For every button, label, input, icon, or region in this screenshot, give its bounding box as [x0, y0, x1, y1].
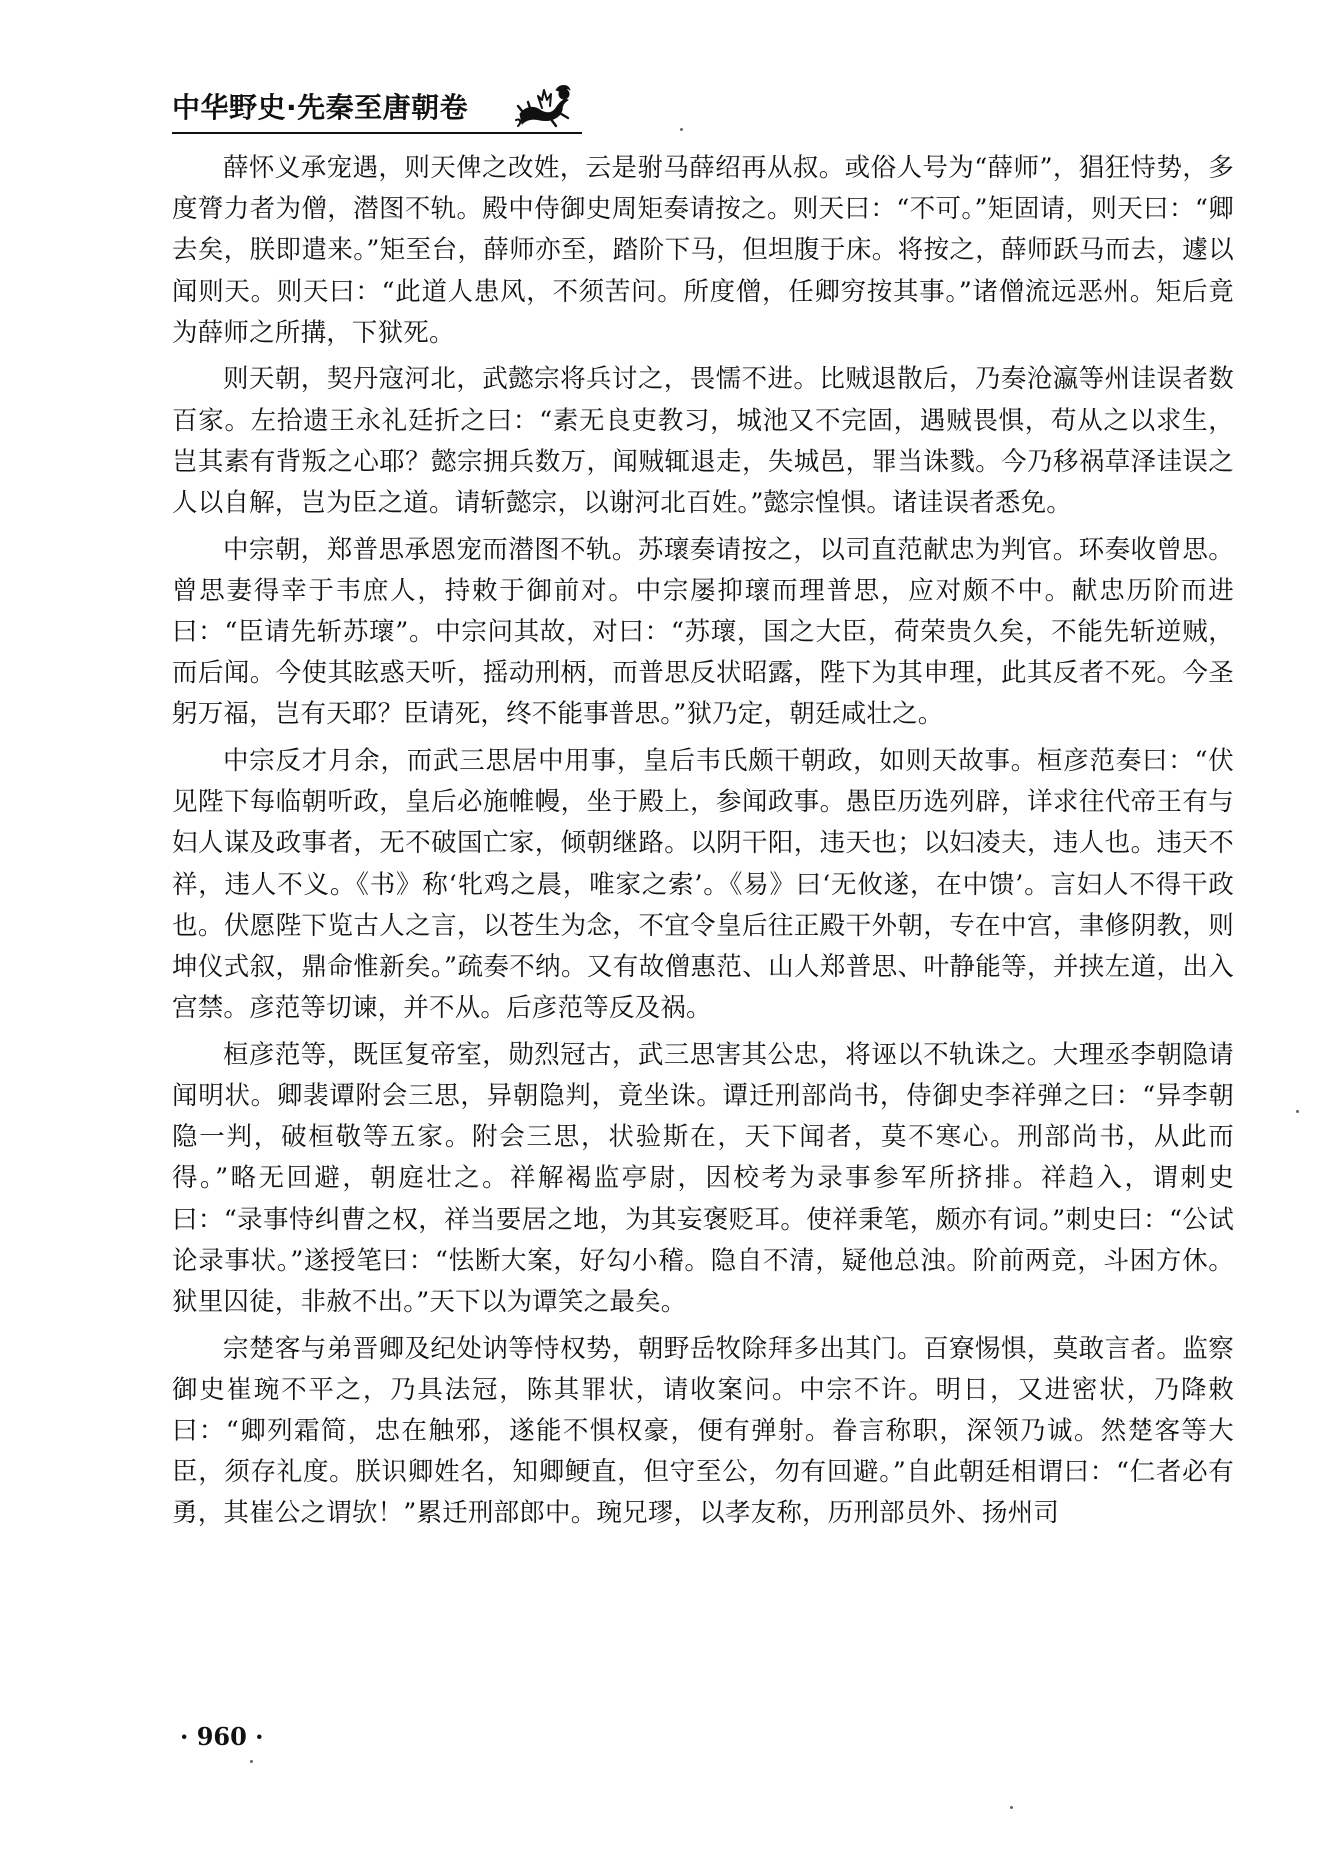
running-title: 中华野史·先秦至唐朝卷 — [172, 91, 469, 124]
header-rule — [172, 132, 582, 134]
paragraph: 桓彦范等，既匡复帝室，勋烈冠古，武三思害其公忠，将诬以不轨诛之。大理丞李朝隐请闻明状。卿裴谭附会三思，异朝隐判，竟坐诛。谭迁刑部尚书，侍御史李祥弹之曰：“异李朝隐一判，破桓敬等五家。附会三思，状验斯在，天下闻者，莫不寒心。刑部尚书，从此而得。”略无回避，朝庭壮之。祥解褐监亭尉，因校考为录事参军所挤排。祥趋入，谓刺史曰：“录事恃纠曹之权，祥当要居之地，为其妄褒贬耳。使祥秉笔，颇亦有词。”刺史曰：“公试论录事状。”遂授笔曰：“怯断大案，好勾小稽。隐自不清，疑他总浊。阶前两竞，斗困方休。狱里囚徒，非赦不出。”天下以为谭笑之最矣。 — [172, 1039, 1234, 1318]
paragraph: 宗楚客与弟晋卿及纪处讷等恃权势，朝野岳牧除拜多出其门。百寮惕惧，莫敢言者。监察御史崔琬不平之，乃具法冠，陈其罪状，请收案问。中宗不许。明日，又进密状，乃降敕曰：“卿列霜简，忠在触邪，遂能不惧权豪，便有弹射。眷言称职，深领乃诚。然楚客等大臣，须存礼度。朕识卿姓名，知卿鲠直，但守至公，勿有回避。”自此朝廷相谓曰：“仁者必有勇，其崔公之谓欤！”累迁刑部郎中。琬兄璆，以孝友称，历刑部员外、扬州司 — [172, 1333, 1234, 1529]
body-text — [172, 148, 1234, 1540]
paragraph: 中宗反才月余，而武三思居中用事，皇后韦氏颇干朝政，如则天故事。桓彦范奏曰：“伏见陛下每临朝听政，皇后必施帷幔，坐于殿上，参闻政事。愚臣历选列辟，详求往代帝王有与妇人谋及政事者，无不破国亡家，倾朝继路。以阴干阳，违天也；以妇凌夫，违人也。违天不祥，违人不义。《书》称‘牝鸡之晨，唯家之索’。《易》曰‘无攸遂，在中馈’。言妇人不得干政也。伏愿陛下览古人之言，以苍生为念，不宜令皇后往正殿干外朝，专在中宫，聿修阴教，则坤仪式叙，鼎命惟新矣。”疏奏不纳。又有故僧惠范、山人郑普思、叶静能等，并挟左道，出入宫禁。彦范等切谏，并不从。后彦范等反及祸。 — [172, 746, 1234, 1024]
paragraph: 中宗朝，郑普思承恩宠而潜图不轨。苏瓌奏请按之，以司直范献忠为判官。环奏收曾思。曾思妻得幸于韦庶人，持敕于御前对。中宗屡抑瓌而理普思，应对颇不中。献忠历阶而进曰：“臣请先斩苏瓌”。中宗问其故，对曰：“苏瓌，国之大臣，荷荣贵久矣，不能先斩逆贼，而后闻。今使其眩惑天听，摇动刑柄，而普思反状昭露，陛下为其申理，此其反者不死。今圣躬万福，岂有天耶？臣请死，终不能事普思。”狱乃定，朝廷咸壮之。 — [172, 534, 1234, 730]
scan-speck — [250, 1760, 253, 1763]
paragraph: 则天朝，契丹寇河北，武懿宗将兵讨之，畏懦不进。比贼退散后，乃奏沧瀛等州诖误者数百家。左拾遗王永礼廷折之曰：“素无良吏教习，城池又不完固，遇贼畏惧，苟从之以求生，岂其素有背叛之心耶？懿宗拥兵数万，闻贼辄退走，失城邑，罪当诛戮。今乃移祸草泽诖误之人以自解，岂为臣之道。请斩懿宗，以谢河北百姓。”懿宗惶惧。诸诖误者悉免。 — [172, 364, 1234, 519]
dragon-icon — [512, 76, 574, 130]
scan-speck — [680, 128, 683, 131]
paragraph: 薛怀义承宠遇，则天俾之改姓，云是驸马薛绍再从叔。或俗人号为“薛师”，猖狂恃势，多度膂力者为僧，潜图不轨。殿中侍御史周矩奏请按之。则天曰：“不可。”矩固请，则天曰：“卿去矣，朕即遣来。”矩至台，薛师亦至，踏阶下马，但坦腹于床。将按之，薛师跃马而去，遽以闻则天。则天曰：“此道人患风，不须苦问。所度僧，任卿穷按其事。”诸僧流远恶州。矩后竟为薛师之所搆，下狱死。 — [172, 153, 1234, 348]
scan-speck — [1010, 1806, 1013, 1809]
page-number: · 960 · — [180, 1722, 264, 1751]
running-header — [172, 88, 602, 132]
scan-speck — [1296, 1110, 1299, 1113]
